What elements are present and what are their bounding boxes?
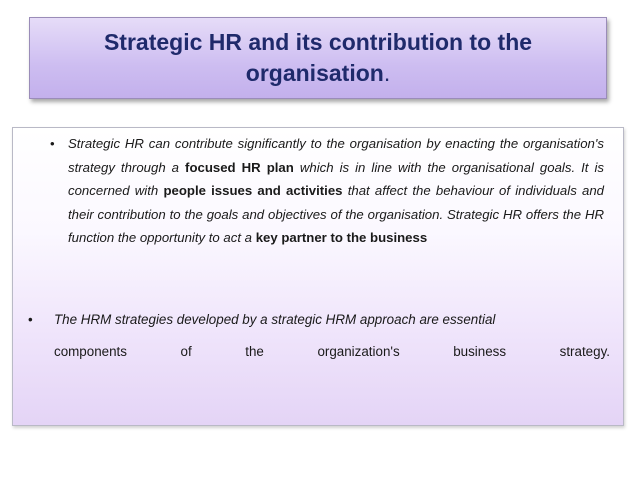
bullet-marker: • bbox=[28, 312, 33, 327]
bullet-text-segment: that affect the behaviour of individuals and their contribution to the goals and objectives of the organisation. Strategic HR offers the HR function the opportunity to act a bbox=[68, 183, 604, 246]
bullet-marker: • bbox=[50, 136, 55, 151]
bullet-strategic-hr bbox=[30, 132, 604, 250]
slide-title-period: . bbox=[383, 60, 391, 86]
bullet-word: the bbox=[245, 344, 264, 359]
slide-title bbox=[78, 27, 558, 89]
bullet-text-line-1: The HRM strategies developed by a strategic HRM approach are essential bbox=[54, 312, 496, 327]
bullet-word: strategy. bbox=[559, 344, 610, 359]
bullet-text-emphasis: focused HR plan bbox=[185, 159, 294, 175]
bullet-text-line-2 bbox=[22, 336, 610, 368]
slide-title-text: Strategic HR and its contribution to the organisation bbox=[103, 29, 533, 86]
bullet-hrm-strategies bbox=[22, 304, 610, 368]
bullet-text-segment: which is in line with the organisational goals. It is concerned with bbox=[68, 159, 605, 199]
bullet-text-emphasis: people issues and activities bbox=[163, 183, 343, 199]
bullet-word: business bbox=[453, 344, 507, 359]
bullet-text-segment: Strategic HR can contribute significantly to the organisation by enacting the organisation's strategy through a bbox=[68, 136, 604, 175]
bullet-word: of bbox=[180, 344, 192, 359]
bullet-word: components bbox=[54, 344, 127, 359]
bullet-text-emphasis: key partner to the business bbox=[255, 230, 428, 246]
title-banner bbox=[29, 17, 607, 99]
bullet-word: organization's bbox=[317, 344, 400, 359]
bullet-text bbox=[68, 132, 604, 250]
